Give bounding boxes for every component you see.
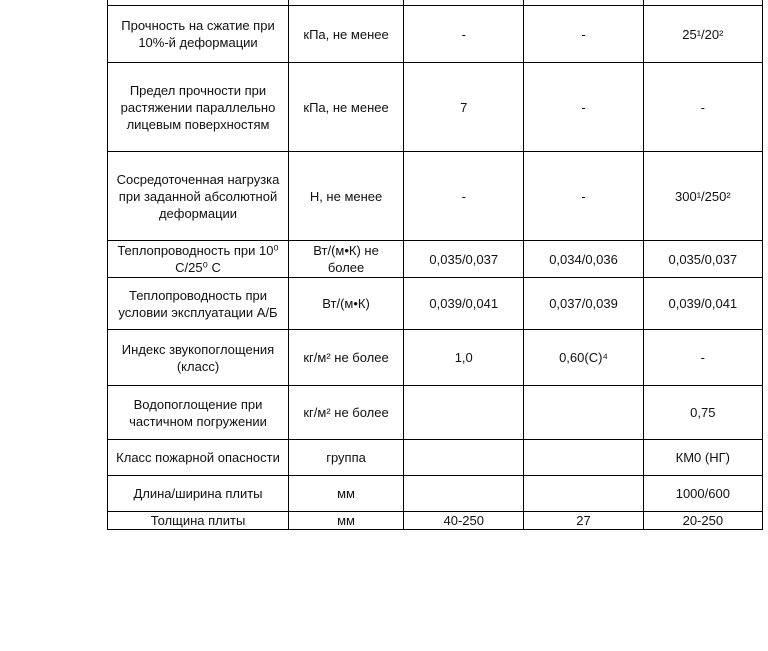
property-name-cell: Сосредоточенная нагрузка при заданной абсолютной деформации [108,152,289,241]
value-cell-1: 40-250 [404,512,524,530]
unit-cell: кг/м² не более [289,330,404,386]
value-cell-3: КМ0 (НГ) [643,440,762,476]
unit-cell: Вт/(м•К) [289,278,404,330]
value-cell-3: 25¹/20² [643,6,762,63]
unit-cell: мм [289,476,404,512]
value-cell-1: 7 [404,63,524,152]
value-cell-2 [524,440,643,476]
value-cell-3: 0,035/0,037 [643,241,762,278]
value-cell-2: - [524,6,643,63]
value-cell-1 [404,476,524,512]
table-row [108,63,763,152]
table-row [108,476,763,512]
value-cell-2 [524,386,643,440]
value-cell-3: 0,039/0,041 [643,278,762,330]
property-name-cell: Прочность на сжатие при 10%-й деформации [108,6,289,63]
table-row [108,330,763,386]
table-row [108,386,763,440]
property-name-cell: Толщина плиты [108,512,289,530]
value-cell-1 [404,440,524,476]
value-cell-1: - [404,6,524,63]
table-row [108,440,763,476]
value-cell-3: 0,75 [643,386,762,440]
property-name-cell: Класс пожарной опасности [108,440,289,476]
value-cell-3: - [643,63,762,152]
value-cell-1 [404,386,524,440]
table-row [108,6,763,63]
property-name-cell: Теплопроводность при 10⁰ С/25⁰ С [108,241,289,278]
unit-cell: кПа, не менее [289,6,404,63]
unit-cell: Вт/(м•К) не более [289,241,404,278]
value-cell-1: 0,039/0,041 [404,278,524,330]
specification-table [107,0,763,530]
unit-cell: кПа, не менее [289,63,404,152]
value-cell-2 [524,476,643,512]
value-cell-2: - [524,63,643,152]
unit-cell: Н, не менее [289,152,404,241]
value-cell-1: 0,035/0,037 [404,241,524,278]
value-cell-3: 1000/600 [643,476,762,512]
table-row [108,278,763,330]
value-cell-2: 0,034/0,036 [524,241,643,278]
property-name-cell: Предел прочности при растяжении параллельно лицевым поверхностям [108,63,289,152]
table-row [108,241,763,278]
value-cell-2: 0,037/0,039 [524,278,643,330]
property-name-cell: Длина/ширина плиты [108,476,289,512]
value-cell-3: 20-250 [643,512,762,530]
value-cell-2: 0,60(С)⁴ [524,330,643,386]
value-cell-3: 300¹/250² [643,152,762,241]
unit-cell: мм [289,512,404,530]
unit-cell: кг/м² не более [289,386,404,440]
table-row [108,512,763,530]
value-cell-1: 1,0 [404,330,524,386]
value-cell-2: 27 [524,512,643,530]
value-cell-2: - [524,152,643,241]
table-row [108,152,763,241]
unit-cell: группа [289,440,404,476]
value-cell-1: - [404,152,524,241]
property-name-cell: Водопоглощение при частичном погружении [108,386,289,440]
value-cell-3: - [643,330,762,386]
property-name-cell: Индекс звукопоглощения (класс) [108,330,289,386]
property-name-cell: Теплопроводность при условии эксплуатации А/Б [108,278,289,330]
